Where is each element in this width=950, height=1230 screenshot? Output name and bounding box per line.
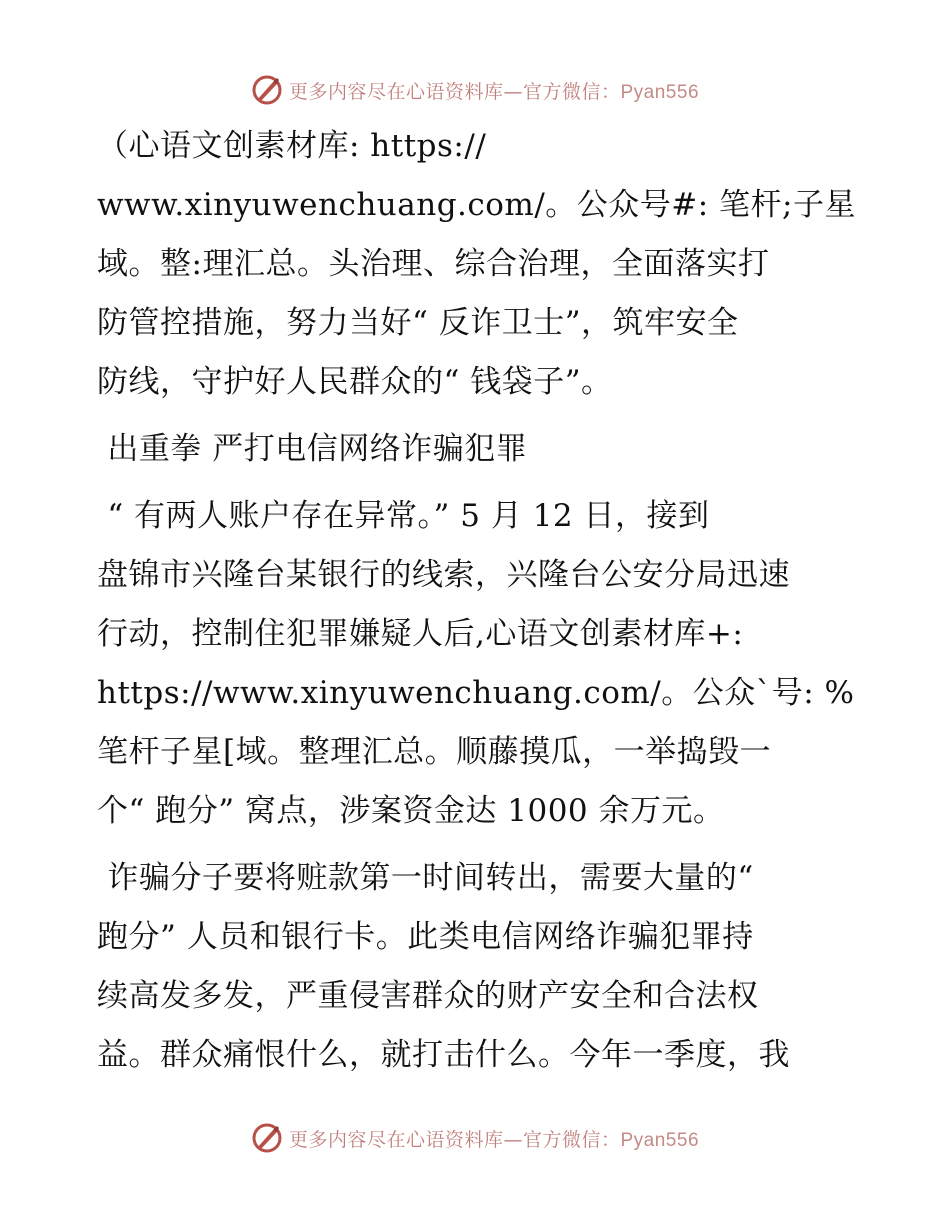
footer-watermark (0, 1118, 950, 1158)
paragraph-case: “ 有两人账户存在异常。” 5 月 12 日，接到 盘锦市兴隆台某银行的线索，兴隆台公安分局迅速 行动，控制住犯罪嫌疑人后,心语文创素材库+: https://www.xinyuwenchuang.com/。公众`号: % 笔杆子星[域。整理汇总。顺藤摸瓜，一举捣毁一 个“ 跑分” 窝点，涉案资金达 1000 余万元。 (97, 498, 855, 829)
paragraph-intro: （心语文创素材库: https:// www.xinyuwenchuang.com/。公众号#: 笔杆;子星 域。整:理汇总。头治理、综合治理，全面落实打 防管控措施，努力当好“ 反诈卫士”，筑牢安全 防线，守护好人民群众的“ 钱袋子”。 (97, 128, 856, 400)
pen-logo-icon (251, 1122, 283, 1154)
watermark-wechat-id: Pyan556 (620, 81, 700, 103)
pen-logo-icon (251, 74, 283, 106)
watermark-wechat-id: Pyan556 (620, 1129, 700, 1151)
document-body (97, 117, 857, 1085)
header-watermark (0, 70, 950, 110)
watermark-text: 更多内容尽在心语资料库—官方微信：Pyan556 (288, 80, 700, 103)
section-heading: 出重拳 严打电信网络诈骗犯罪 (97, 431, 528, 467)
watermark-text: 更多内容尽在心语资料库—官方微信：Pyan556 (288, 1128, 700, 1151)
paragraph-analysis: 诈骗分子要将赃款第一时间转出，需要大量的“ 跑分” 人员和银行卡。此类电信网络诈骗犯罪持 续高发多发，严重侵害群众的财产安全和合法权 益。群众痛恨什么，就打击什么。今年一季度，我 (97, 860, 790, 1073)
